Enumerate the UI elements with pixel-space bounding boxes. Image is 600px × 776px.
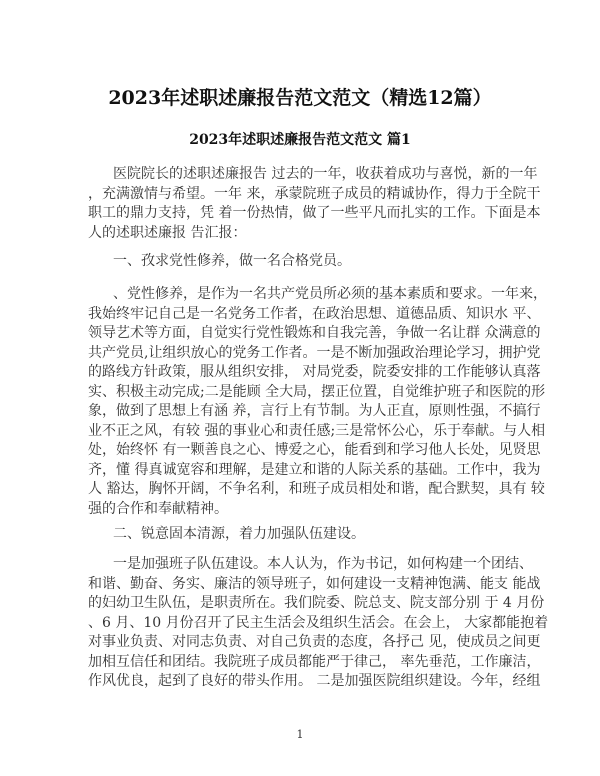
text-line: 的妇幼卫生队伍，是职责所在。我们院委、院总支、院支部分别 于 4 月份	[88, 595, 545, 611]
text-line: 医院院长的述职述廉报告 过去的一年，收获着成功与喜悦，新的一年	[113, 166, 538, 182]
heading-two	[88, 525, 508, 545]
section-heading: 2023年述职述廉报告范文范文 篇1	[189, 132, 411, 148]
text-line: 象，做到了思想上有涵 养，言行上有节制。为人正直，原则性强，不搞行	[88, 403, 541, 419]
text-line: 一是加强班子队伍建设。本人认为，作为书记，如何构建一个团结、	[113, 556, 533, 572]
page-number: 1	[296, 728, 304, 741]
text-line: 实、积极主动完成;二是能顾 全大局，摆正位置，自觉维护班子和医院的形	[88, 383, 546, 400]
text-line: 处，始终怀 有一颗善良之心、博爱之心，能看到和学习他人长处，见贤思	[88, 442, 541, 458]
text-line: 领导艺术等方面，自觉实行党性锻炼和自我完善，争做一名让群 众满意的	[88, 325, 541, 341]
text-line: 二、锐意固本清源，着力加强队伍建设。	[113, 526, 365, 542]
text-line: 强的合作和奉献精神。	[88, 500, 228, 517]
text-line: 作风优良，起到了良好的带头作用。 二是加强医院组织建设。今年，经组	[88, 673, 541, 689]
text-line: 、6 月、10 月份召开了民主生活会及组织生活会。在会上， 大家都能抱着	[88, 614, 549, 631]
text-line: 和谐、勤奋、务实、廉洁的领导班子，如何建设一支精神饱满、能支 能战	[88, 575, 541, 592]
text-line: ，充满激情与希望。一年 来，承蒙院班子成员的精诚协作，得力于全院干	[88, 185, 541, 202]
text-line: 、党性修养，是作为一名共产党员所必须的基本素质和要求。一年来，	[113, 286, 547, 302]
heading-one	[88, 252, 508, 272]
paragraph-party	[88, 285, 547, 519]
paragraph-intro	[88, 165, 541, 243]
text-line: 我始终牢记自己是一名党务工作者，在政治思想、道德品质、知识水 平、	[88, 305, 541, 322]
text-line: 业不正之风，有较 强的事业心和责任感;三是常怀公心，乐于奉献。与人相	[88, 422, 546, 439]
text-line: 对事业负责、对同志负责、对自己负责的态度，各抒己 见，使成员之间更	[88, 634, 541, 650]
text-line: 齐，懂 得真诚宽容和理解，是建立和谐的人际关系的基础。工作中，我为	[88, 461, 541, 478]
text-line: 人 豁达，胸怀开阔，不争名利，和班子成员相处和谐，配合默契，具有 较	[88, 481, 545, 497]
text-line: 的路线方针政策，服从组织安排， 对局党委，院委安排的工作能够认真落	[88, 364, 541, 380]
text-line: 加相互信任和团结。我院班子成员都能严于律己， 率先垂范，工作廉洁，	[88, 653, 541, 670]
text-line: 职工的鼎力支持，凭 着一份热情，做了一些平凡而扎实的工作。下面是本	[88, 205, 541, 221]
text-line: 人的述职述廉报 告汇报：	[88, 224, 247, 241]
text-line: 共产党员,让组织放心的党务工作者。一是不断加强政治理论学习，拥护党	[88, 344, 541, 361]
paragraph-team	[88, 555, 549, 692]
document-title: 2023年述职述廉报告范文范文（精选12篇）	[108, 87, 492, 109]
text-line: 一、孜求党性修养，做一名合格党员。	[113, 253, 351, 269]
